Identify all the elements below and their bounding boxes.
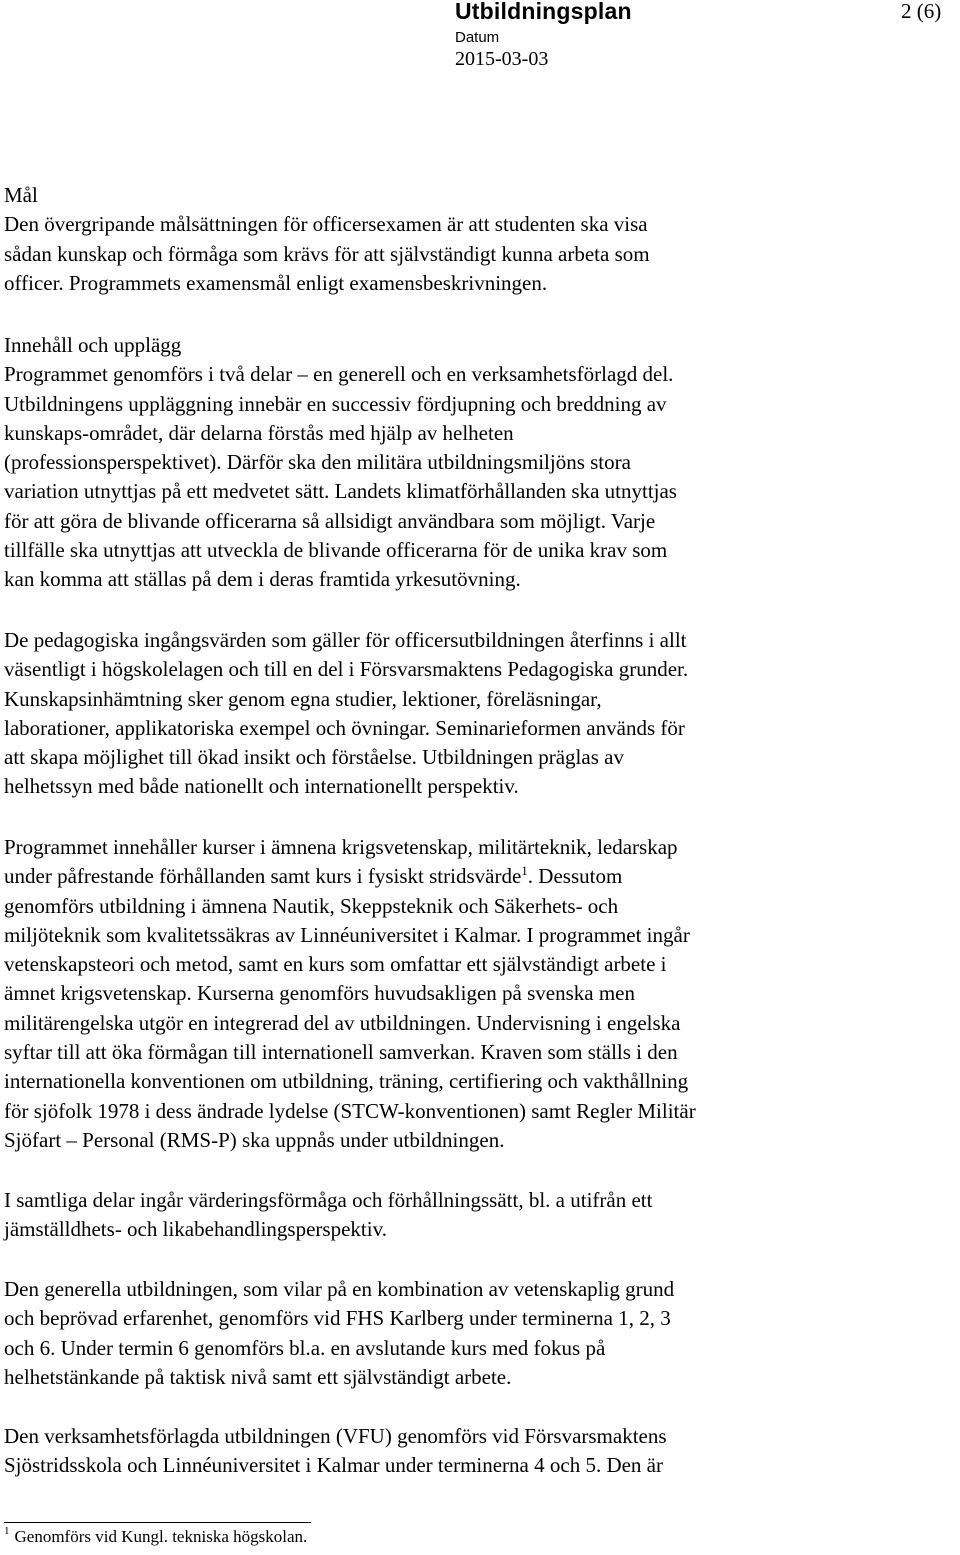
paragraph-vfu xyxy=(4,1422,960,1481)
text-line: helhetssyn med både nationellt och internationellt perspektiv. xyxy=(4,774,519,799)
text-line: kan komma att ställas på dem i deras framtida yrkesutövning. xyxy=(4,567,521,592)
footnote-reference: 1 xyxy=(521,863,528,879)
text-line: internationella konventionen om utbildning, träning, certifiering och vakthållning xyxy=(4,1069,689,1094)
text-line: Sjöfart – Personal (RMS-P) ska uppnås under utbildningen. xyxy=(4,1127,505,1152)
paragraph-vardering xyxy=(4,1186,960,1245)
section-heading-innehall: Innehåll och upplägg xyxy=(4,333,182,357)
text-line: sådan kunskap och förmåga som krävs för att självständigt kunna arbeta som xyxy=(4,241,650,266)
text-line: I samtliga delar ingår värderingsförmåga och förhållningssätt, bl. a utifrån ett xyxy=(4,1188,653,1212)
section-heading-mal: Mål xyxy=(4,183,38,207)
footnote xyxy=(4,1527,307,1547)
text-line: (professionsperspektivet). Därför ska den militära utbildningsmiljöns stora xyxy=(4,450,631,475)
text-line: för att göra de blivande officerarna så allsidigt användbara som möjligt. Varje xyxy=(4,508,656,533)
date-label: Datum xyxy=(455,29,500,46)
paragraph-kurser xyxy=(4,833,960,1155)
text-line: och 6. Under termin 6 genomförs bl.a. en avslutande kurs med fokus på xyxy=(4,1335,606,1360)
paragraph-generell xyxy=(4,1275,960,1392)
text-line: Den övergripande målsättningen för officersexamen är att studenten ska visa xyxy=(4,212,648,237)
text-line: för sjöfolk 1978 i dess ändrade lydelse (STCW-konventionen) samt Regler Militär xyxy=(4,1098,696,1123)
text-segment: under påfrestande förhållanden samt kurs i fysiskt stridsvärde xyxy=(4,864,522,889)
paragraph-pedagogik xyxy=(4,626,960,802)
text-line: Den verksamhetsförlagda utbildningen (VFU) genomförs vid Försvarsmaktens xyxy=(4,1424,667,1448)
text-line: ämnet krigsvetenskap. Kurserna genomförs huvudsakligen på svenska men xyxy=(4,981,636,1006)
text-line: genomförs utbildning i ämnena Nautik, Skeppsteknik och Säkerhets- och xyxy=(4,893,619,918)
text-line: jämställdhets- och likabehandlingsperspektiv. xyxy=(4,1217,387,1242)
footnote-text: Genomförs vid Kungl. tekniska högskolan. xyxy=(14,1527,308,1546)
section-innehall xyxy=(4,331,960,595)
page-number: 2 (6) xyxy=(901,0,942,23)
text-line: att skapa möjlighet till ökad insikt och förståelse. Utbildningen präglas av xyxy=(4,745,624,770)
footnote-separator xyxy=(4,1522,311,1523)
text-line: vetenskapsteori och metod, samt en kurs som omfattar ett självständigt arbete i xyxy=(4,952,667,977)
text-line: Programmet genomförs i två delar – en generell och en verksamhetsförlagd del. xyxy=(4,362,674,387)
text-line: Sjöstridsskola och Linnéuniversitet i Kalmar under terminerna 4 och 5. Den är xyxy=(4,1453,663,1478)
section-mal xyxy=(4,181,960,298)
text-line: tillfälle ska utnyttjas att utveckla de blivande officerarna för de unika krav som xyxy=(4,538,668,563)
document-title: Utbildningsplan xyxy=(455,0,632,24)
text-line: laborationer, applikatoriska exempel och övningar. Seminarieformen används för xyxy=(4,715,685,740)
text-line: Den generella utbildningen, som vilar på en kombination av vetenskaplig grund xyxy=(4,1277,675,1301)
text-line: syftar till att öka förmågan till internationell samverkan. Kraven som ställs i den xyxy=(4,1040,678,1065)
text-line: De pedagogiska ingångsvärden som gäller för officersutbildningen återfinns i allt xyxy=(4,628,687,652)
text-line: helhetstänkande på taktisk nivå samt ett självständigt arbete. xyxy=(4,1364,512,1389)
text-segment: . Dessutom xyxy=(527,864,623,889)
text-line: Programmet innehåller kurser i ämnena krigsvetenskap, militärteknik, ledarskap xyxy=(4,835,678,859)
text-line: väsentligt i högskolelagen och till en del i Försvarsmaktens Pedagogiska grunder. xyxy=(4,657,689,682)
text-line: militärengelska utgör en integrerad del av utbildningen. Undervisning i engelska xyxy=(4,1010,681,1035)
text-line: miljöteknik som kvalitetssäkras av Linnéuniversitet i Kalmar. I programmet ingår xyxy=(4,922,690,947)
text-line-with-footnote xyxy=(4,862,960,891)
text-line: och beprövad erfarenhet, genomförs vid FHS Karlberg under terminerna 1, 2, 3 xyxy=(4,1306,671,1331)
text-line: Kunskapsinhämtning sker genom egna studier, lektioner, föreläsningar, xyxy=(4,686,602,711)
text-line: kunskaps-området, där delarna förstås med hjälp av helheten xyxy=(4,420,514,445)
footnote-number: 1 xyxy=(4,1525,10,1537)
text-line: Utbildningens uppläggning innebär en successiv fördjupning och breddning av xyxy=(4,391,667,416)
text-line: officer. Programmets examensmål enligt examensbeskrivningen. xyxy=(4,270,548,295)
text-line: variation utnyttjas på ett medvetet sätt. Landets klimatförhållanden ska utnyttjas xyxy=(4,479,677,504)
document-date: 2015-03-03 xyxy=(455,48,549,70)
